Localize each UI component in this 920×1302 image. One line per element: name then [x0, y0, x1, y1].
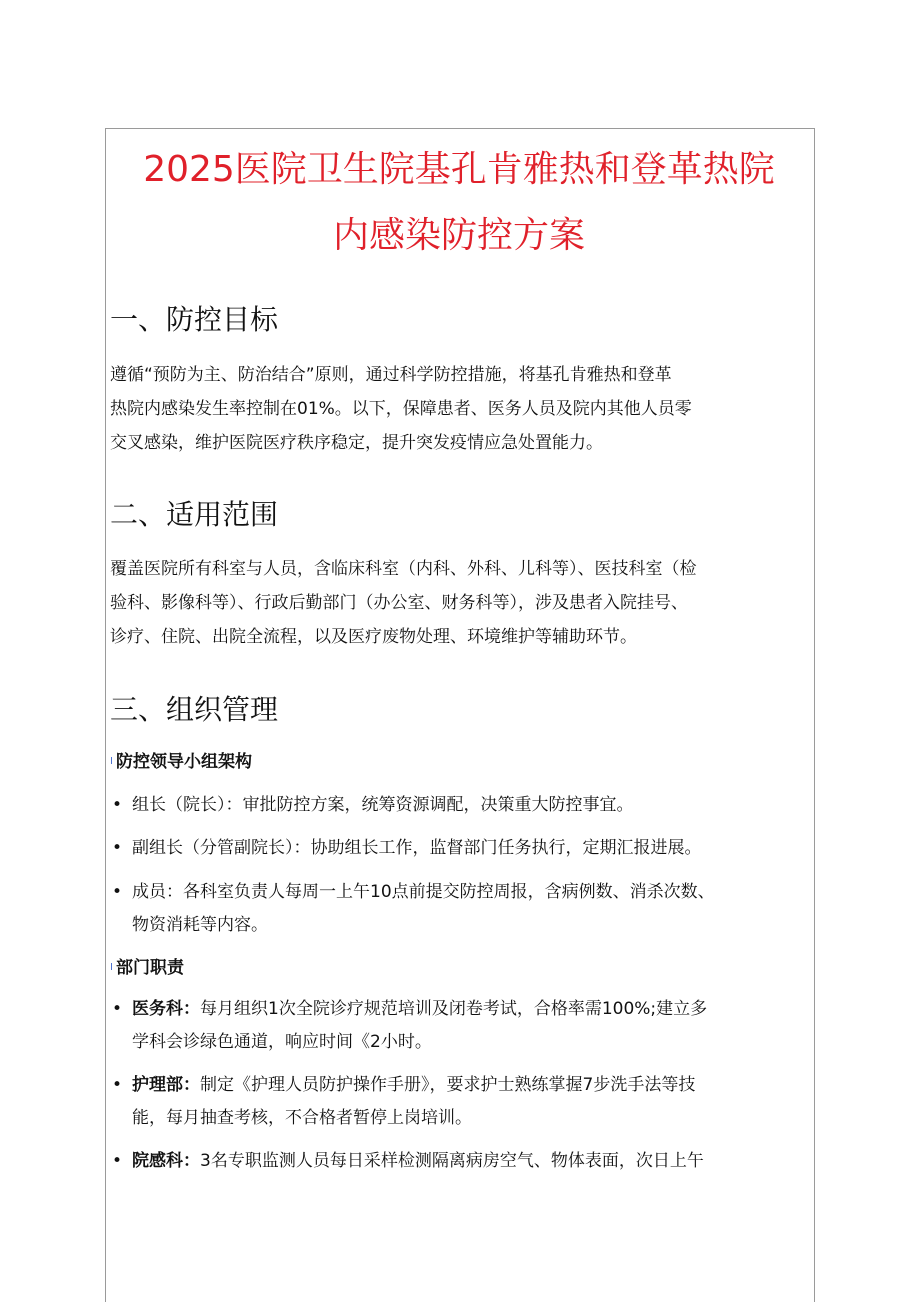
bullet-icon: • — [112, 999, 123, 1019]
subheading-marker: I — [110, 756, 113, 767]
bullet-icon: • — [112, 1075, 123, 1095]
document-title-line-1: 2025医院卫生院基孔肯雅热和登革热院 — [143, 149, 775, 190]
list-item-line: 能，每月抽查考核，不合格者暂停上岗培训。 — [132, 1108, 472, 1128]
subheading-text: 防控领导小组架构 — [115, 752, 252, 772]
list-item-line: 副组长（分管副院长）：协助组长工作，监督部门任务执行，定期汇报进展。 — [132, 838, 702, 858]
list-item-line — [132, 1145, 812, 1178]
section-heading-goals: 一、防控目标 — [110, 303, 279, 336]
document-title-line-2: 内感染防控方案 — [332, 215, 585, 256]
paragraph-line: 覆盖医院所有科室与人员，含临床科室（内科、外科、儿科等）、医技科室（检 — [110, 559, 697, 579]
list-item-label: 院感科： — [132, 1151, 200, 1171]
subheading-text: 部门职责 — [115, 958, 184, 978]
list-item-line: 成员：各科室负责人每周一上午10点前提交防控周报，含病例数、消杀次数、 — [132, 882, 715, 902]
list-item-label: 护理部： — [132, 1075, 200, 1095]
list-item-label: 医务科： — [132, 999, 200, 1019]
list-item-line — [132, 993, 812, 1026]
section-heading-organization: 三、组织管理 — [110, 693, 279, 726]
list-item-text: 制定《护理人员防护操作手册》，要求护士熟练掌握7步洗手法等技 — [200, 1075, 696, 1095]
list-item-line: 组长（院长）：审批防控方案，统筹资源调配，决策重大防控事宜。 — [132, 795, 634, 815]
list-item-line — [132, 1069, 812, 1102]
list-item-line: 物资消耗等内容。 — [132, 915, 268, 935]
subheading-marker: I — [110, 962, 113, 973]
list-item-text: 每月组织1次全院诊疗规范培训及闭卷考试，合格率需100%;建立多 — [200, 999, 708, 1019]
section-paragraph-scope — [110, 552, 810, 654]
bullet-icon: • — [112, 838, 123, 858]
paragraph-line: 验科、影像科等）、行政后勤部门（办公室、财务科等），涉及患者入院挂号、 — [110, 593, 688, 613]
subheading-leadership — [110, 750, 252, 774]
bullet-icon: • — [112, 795, 123, 815]
subheading-departments — [110, 956, 184, 980]
paragraph-line: 诊疗、住院、出院全流程，以及医疗废物处理、环境维护等辅助环节。 — [110, 627, 637, 647]
section-heading-scope: 二、适用范围 — [110, 498, 279, 531]
paragraph-line: 热院内感染发生率控制在01%。以下，保障患者、医务人员及院内其他人员零 — [110, 399, 692, 419]
bullet-icon: • — [112, 882, 123, 902]
list-item-line: 学科会诊绿色通道，响应时间《2小时。 — [132, 1032, 432, 1052]
list-item-text: 3名专职监测人员每日采样检测隔离病房空气、物体表面，次日上午 — [200, 1151, 704, 1171]
paragraph-line: 交叉感染，维护医院医疗秩序稳定，提升突发疫情应急处置能力。 — [110, 433, 603, 453]
paragraph-line: 遵循“预防为主、防治结合”原则，通过科学防控措施，将基孔肯雅热和登革 — [110, 365, 672, 385]
bullet-icon: • — [112, 1151, 123, 1171]
section-paragraph-goals — [110, 358, 810, 460]
